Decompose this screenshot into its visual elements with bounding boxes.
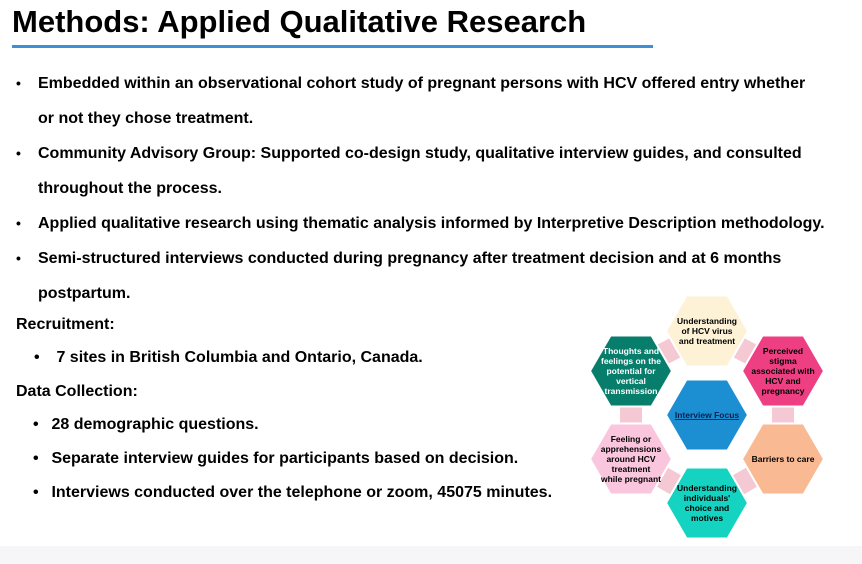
data-collection-item-text: Interviews conducted over the telephone or zoom, 45075 minutes. xyxy=(51,484,553,501)
stigma-hex-label: Perceived xyxy=(762,346,804,356)
bullet-text-cont: or not they chose treatment. xyxy=(38,110,254,127)
page-title: Methods: Applied Qualitative Research xyxy=(12,4,587,39)
stigma-hex-label: associated with xyxy=(751,366,815,376)
apprehension-hex-label: apprehensions xyxy=(600,444,662,454)
bullet-dot-icon: • xyxy=(34,349,40,366)
vertical-transmission-hex-label: Thoughts and xyxy=(602,346,660,356)
bullet-text: Applied qualitative research using thematic analysis informed by Interpretive Description methodology. xyxy=(38,215,825,232)
bullet-text-cont: throughout the process. xyxy=(38,180,222,197)
choice-motives-hex-label: motives xyxy=(690,513,724,523)
barriers-hex-label: Barriers to care xyxy=(751,454,815,464)
recruitment-item-text: 7 sites in British Columbia and Ontario, Canada. xyxy=(56,349,423,366)
bullet-item xyxy=(14,66,850,136)
choice-motives-hex-label: choice and xyxy=(684,503,730,513)
bullet-dot-icon: • xyxy=(16,215,21,231)
choice-motives-hex-label: Understanding xyxy=(677,483,737,493)
recruitment-heading: Recruitment: xyxy=(16,316,115,333)
apprehension-hex-label: Feeling or xyxy=(610,434,652,444)
choice-motives-hex-label: individuals' xyxy=(683,493,731,503)
vertical-transmission-hex-label: transmission xyxy=(604,386,658,396)
apprehension-hex-label: around HCV xyxy=(606,454,656,464)
title-underline xyxy=(12,45,653,48)
hcv-understanding-hex-label: Understanding xyxy=(677,316,737,326)
bullet-dot-icon: • xyxy=(33,450,39,467)
bullet-dot-icon: • xyxy=(33,416,39,433)
hcv-understanding-hex-label: of HCV virus xyxy=(681,326,733,336)
methods-bullet-list xyxy=(14,66,850,311)
interview-focus-hex xyxy=(666,380,748,451)
bullet-text: Community Advisory Group: Supported co-design study, qualitative interview guides, and consulted xyxy=(38,145,802,162)
footer-band xyxy=(0,546,862,564)
bullet-dot-icon: • xyxy=(16,145,21,161)
vertical-transmission-hex-label: vertical xyxy=(616,376,646,386)
interview-focus-hex-label: Interview Focus xyxy=(674,410,740,420)
interview-focus-diagram xyxy=(560,285,850,560)
data-collection-item xyxy=(33,484,552,502)
apprehension-hex xyxy=(590,424,672,495)
bullet-text: Semi-structured interviews conducted during pregnancy after treatment decision and at 6 months xyxy=(38,250,782,267)
bullet-item xyxy=(14,206,850,241)
data-collection-heading: Data Collection: xyxy=(16,383,138,400)
data-collection-item-text: 28 demographic questions. xyxy=(51,416,259,433)
data-collection-item-text: Separate interview guides for participants based on decision. xyxy=(51,450,519,467)
bullet-dot-icon: • xyxy=(16,75,21,91)
hcv-understanding-hex-label: and treatment xyxy=(678,336,736,346)
stigma-hex-label: stigma xyxy=(769,356,797,366)
apprehension-hex-label: while pregnant xyxy=(601,474,661,484)
bullet-dot-icon: • xyxy=(33,484,39,501)
bullet-item xyxy=(14,136,850,206)
stigma-hex-label: HCV and xyxy=(765,376,801,386)
bullet-text-cont: postpartum. xyxy=(38,285,131,302)
data-collection-item xyxy=(33,450,518,468)
apprehension-hex-label: treatment xyxy=(611,464,651,474)
recruitment-item xyxy=(34,349,423,367)
vertical-transmission-hex-label: feelings on the xyxy=(601,356,661,366)
vertical-transmission-hex-label: potential for xyxy=(606,366,656,376)
bullet-dot-icon: • xyxy=(16,250,21,266)
bullet-text: Embedded within an observational cohort study of pregnant persons with HCV offered entry whether xyxy=(38,75,806,92)
stigma-hex-label: pregnancy xyxy=(761,386,805,396)
data-collection-item xyxy=(33,416,259,434)
